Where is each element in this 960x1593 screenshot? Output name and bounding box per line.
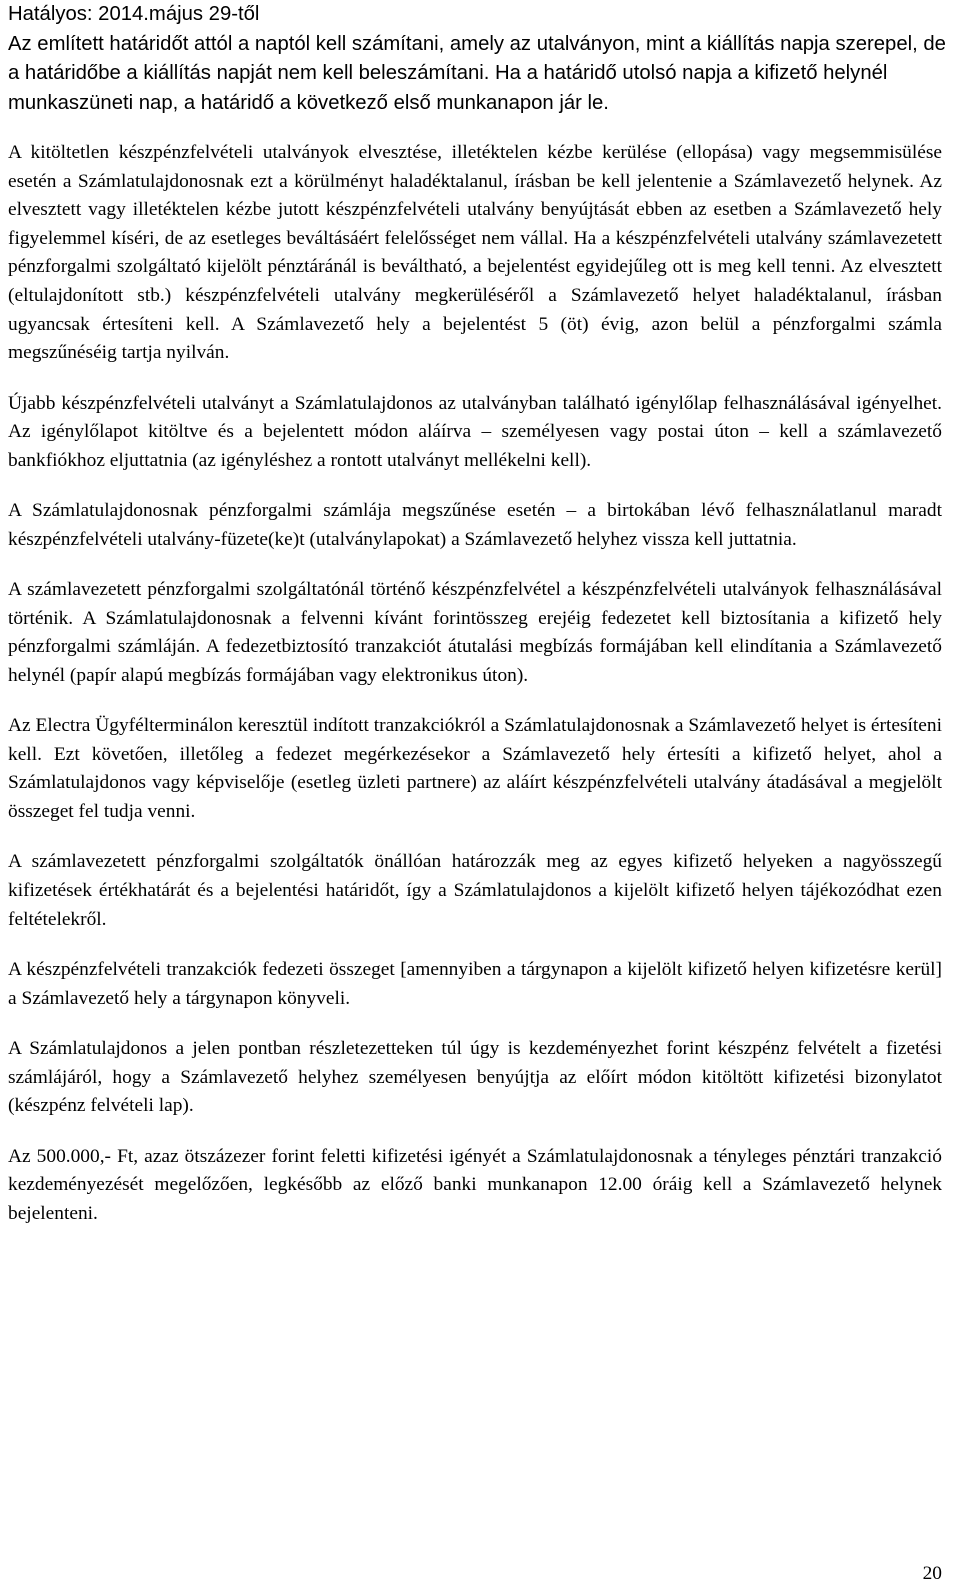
paragraph-return-unused-vouchers: A Számlatulajdonosnak pénzforgalmi számlája megszűnése esetén – a birtokában lévő felhasználatlanul maradt készpénzfelvételi utalvány-füzete(ke)t (utalványlapokat) a Számlavezető helyhez vissza kell juttatnia. — [8, 500, 942, 550]
paragraph-cash-withdrawal: A számlavezetett pénzforgalmi szolgáltatónál történő készpénzfelvétel a készpénzfelvételi utalványok felhasználásával történik. A Számlatulajdonosnak a felvenni kívánt forintösszeg erejéig fedezetet kell biztosítania a kifizető hely pénzforgalmi számláján. A fedezetbiztosító tranzakciót átutalási megbízás formájában kell elindítania a Számlavezető helynél (papír alapú megbízás formájában vagy elektronikus úton). — [8, 579, 942, 686]
paragraph-new-voucher-request: Újabb készpénzfelvételi utalványt a Számlatulajdonos az utalványban található igénylőlap felhasználásával igényelhet. Az igénylőlapot kitöltve és a bejelentett módon aláírva – személyesen vagy postai úton – kell a számlavezető bankfiókhoz eljuttatnia (az igényléshez a rontott utalványt mellékelni kell). — [8, 392, 942, 471]
paragraph-payment-limits: A számlavezetett pénzforgalmi szolgáltatók önállóan határozzák meg az egyes kifizető helyeken a nagyösszegű kifizetések értékhatárát és a bejelentési határidőt, így a Számlatulajdonos a kijelölt kifizető helyen tájékozódhat ezen feltételekről. — [8, 851, 942, 930]
paragraph-lost-vouchers: A kitöltetlen készpénzfelvételi utalványok elvesztése, illetéktelen kézbe kerülése (ellopása) vagy megsemmisülése esetén a Számlatulajdonosnak ezt a körülményt haladéktalanul, írásban be kell jelentenie a Számlavezető helynek. Az elvesztett vagy illetéktelen kézbe jutott készpénzfelvételi utalvány benyújtását ebben az esetben a Számlavezető hely figyelemmel kíséri, de az esetleges beváltásáért felelősséget nem vállal. Ha a készpénzfelvételi utalvány számlavezetett pénzforgalmi szolgáltató kijelölt pénztáránál is beváltható, a bejelentést egyidejűleg ott is meg kell tenni. Az elvesztett (eltulajdonított stb.) készpénzfelvételi utalvány megkerüléséről a Számlavezető helyet haladéktalanul, írásban ugyancsak értesíteni kell. A Számlavezető hely a bejelentést 5 (öt) évig, azon belül a pénzforgalmi számla megszűnéséig tartja nyilván. — [8, 142, 942, 364]
document-body — [8, 139, 942, 1250]
paragraph-electra-terminal: Az Electra Ügyfélterminálon keresztül indított tranzakciókról a Számlatulajdonosnak a Számlavezető helyet is értesíteni kell. Ezt követően, illetőleg a fedezet megérkezésekor a Számlavezető hely értesíti a kifizető helyet, ahol a Számlatulajdonos vagy képviselője (esetleg üzleti partnere) az aláírt készpénzfelvételi utalvány átadásával a megjelölt összeget fel tudja venni. — [8, 715, 942, 823]
page-header — [8, 0, 948, 118]
paragraph-cash-slip: A Számlatulajdonos a jelen pontban részletezetteken túl úgy is kezdeményezhet forint készpénz felvételt a fizetési számlájáról, hogy a Számlavezető helyhez személyesen benyújtja az előírt módon kitöltött kifizetési bizonylatot (készpénz felvételi lap). — [8, 1038, 942, 1117]
paragraph-large-withdrawal-notice: Az 500.000,- Ft, azaz ötszázezer forint feletti kifizetési igényét a Számlatulajdonosnak a tényleges pénztári tranzakció kezdeményezését megelőzően, legkésőbb az előző banki munkanapon 12.00 óráig kell a Számlavezető helynek bejelenteni. — [8, 1145, 942, 1224]
page-number: 20 — [922, 1563, 942, 1584]
header-paragraph: Az említett határidőt attól a naptól kell számítani, amely az utalványon, mint a kiállítás napja szerepel, de a határidőbe a kiállítás napját nem kell beleszámítani. Ha a határidő utolsó napja a kifizető helynél munkaszüneti nap, a határidő a következő első munkanapon jár le. — [8, 32, 946, 114]
effective-date-line: Hatályos: 2014.május 29-től — [8, 3, 260, 25]
paragraph-booking: A készpénzfelvételi tranzakciók fedezeti összeget [amennyiben a tárgynapon a kijelölt kifizető helyen kifizetésre kerül] a Számlavezető hely a tárgynapon könyveli. — [8, 959, 942, 1009]
